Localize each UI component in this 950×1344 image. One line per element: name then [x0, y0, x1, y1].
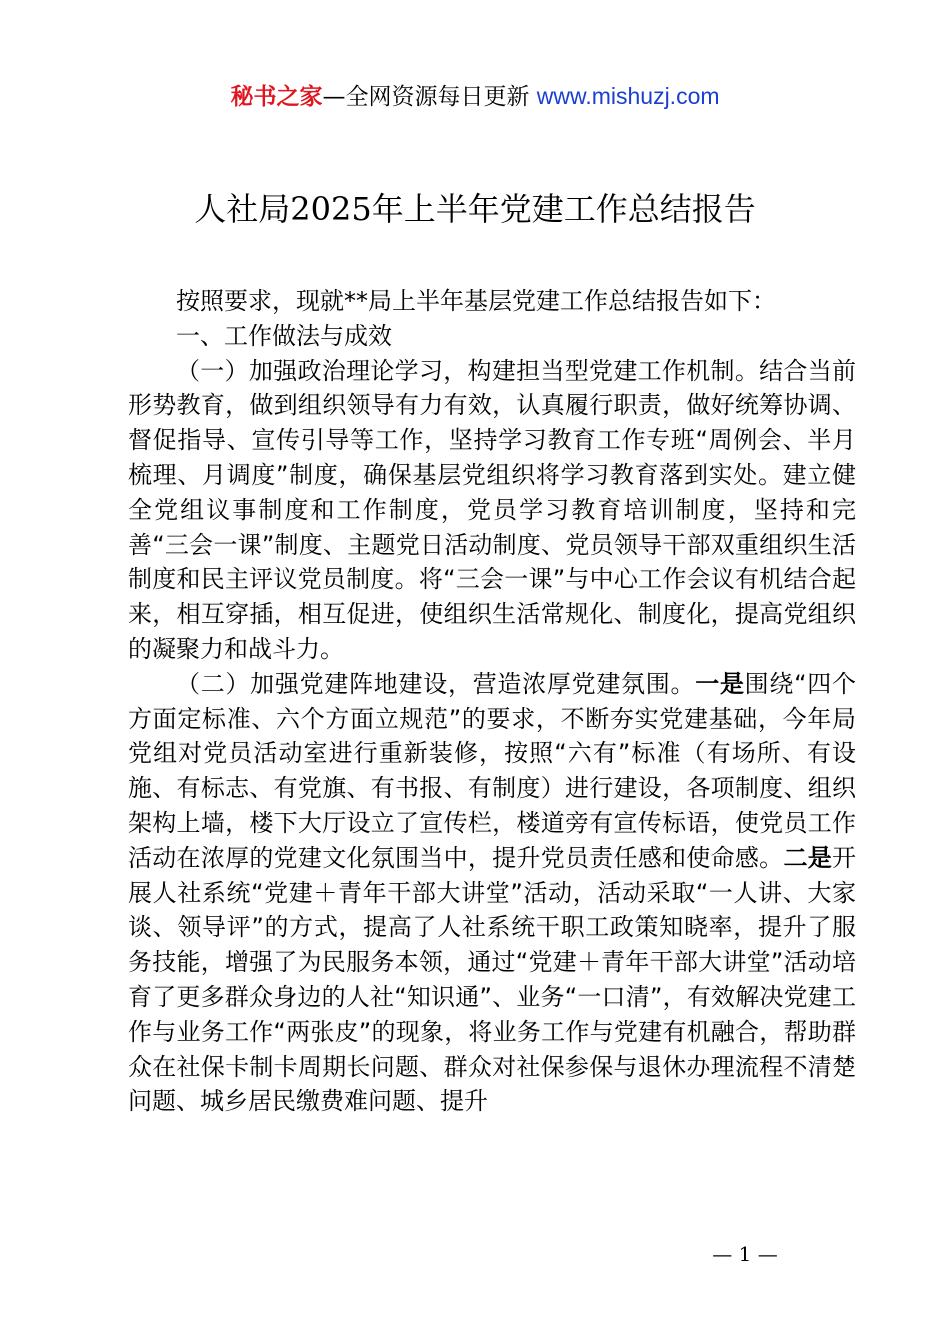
site-brand-name: 秘书之家	[230, 84, 323, 110]
page-number: — 1 —	[712, 1242, 778, 1266]
paragraph-text-second: 开展人社系统“党建＋青年干部大讲堂”活动，活动采取“一人讲、大家谈、领导评”的方式，提高了人社系统干职工政策知晓率，提升了服务技能，增强了为民服务本领，通过“党建＋青年干部大讲堂”活动培育了更多群众身边的人社“知识通”、业务“一口清”，有效解决党建工作与业务工作“两张皮”的现象，将业务工作与党建有机融合，帮助群众在社保卡制卡周期长问题、群众对社保参保与退休办理流程不清楚问题、城乡居民缴费难问题、提升	[128, 843, 857, 1116]
paragraph-political-study: （一）加强政治理论学习，构建担当型党建工作机制。结合当前形势教育，做到组织领导有力有效，认真履行职责，做好统筹协调、督促指导、宣传引导等工作，坚持学习教育工作专班“周例会、半月梳理、月调度”制度，确保基层党组织将学习教育落到实处。建立健全党组议事制度和工作制度，党员学习教育培训制度，坚持和完善“三会一课”制度、主题党日活动制度、党员领导干部双重组织生活制度和民主评议党员制度。将“三会一课”与中心工作会议有机结合起来，相互穿插，相互促进，使组织生活常规化、制度化，提高党组织的凝聚力和战斗力。	[128, 356, 856, 663]
section-heading: 一、工作做法与成效	[176, 321, 392, 350]
paragraph-lead: （二）加强党建阵地建设，营造浓厚党建氛围。	[176, 669, 696, 698]
paragraph-text-first: 围绕“四个方面定标准、六个方面立规范”的要求，不断夯实党建基础，今年局党组对党员活动室进行重新装修，按照“六有”标准（有场所、有设施、有标志、有党旗、有书报、有制度）进行建设，各项制度、组织架构上墙，楼下大厅设立了宣传栏，楼道旁有宣传标语，使党员工作活动在浓厚的党建文化氛围当中，提升党员责任感和使命感。	[128, 669, 857, 872]
emphasis-second: 二是	[783, 843, 833, 872]
intro-paragraph: 按照要求，现就**局上半年基层党建工作总结报告如下：	[176, 287, 776, 315]
emphasis-first: 一是	[695, 669, 745, 698]
document-body	[128, 284, 856, 1119]
site-tagline: —全网资源每日更新	[322, 84, 537, 110]
site-url-link[interactable]: www.mishuzj.com	[536, 83, 720, 109]
site-banner	[0, 80, 950, 113]
document-title: 人社局2025年上半年党建工作总结报告	[194, 190, 756, 228]
paragraph-party-position	[128, 667, 856, 1119]
